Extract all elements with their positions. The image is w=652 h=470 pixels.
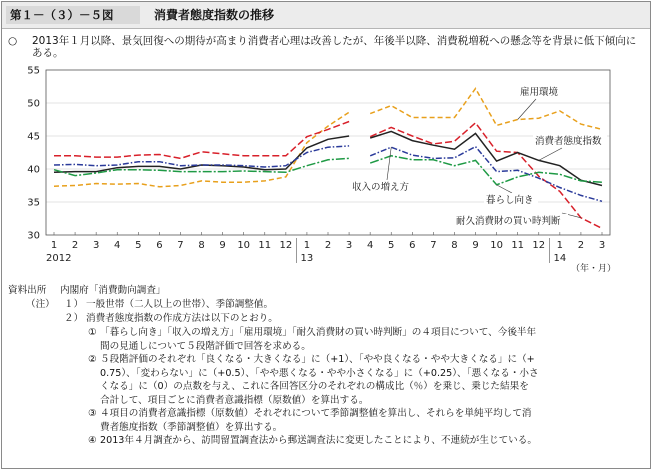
chart-series (54, 88, 602, 228)
leader-line (539, 148, 562, 160)
x-tick-label: 3 (598, 240, 606, 251)
x-tick-label: 3 (345, 240, 353, 251)
x-tick-label: 1 (303, 240, 311, 251)
x-tick-label: 12 (532, 240, 546, 251)
note-number: １） (64, 299, 84, 310)
sub-note-number: ① (88, 327, 97, 338)
sub-note-line: 合計して、項目ごとに消費者意識指標（原数値）を算出する。 (100, 394, 369, 406)
x-tick-label: 8 (451, 240, 458, 251)
sub-note-line: 0.75）、「変わらない」に（+0.5）、「やや悪くなる・やや小さくなる」に（+0.25）、「悪くなる・小さ (100, 367, 539, 379)
series-label: 雇用環境 (520, 87, 559, 98)
sub-note-number: ③ (88, 408, 97, 419)
y-tick-label: 45 (27, 131, 40, 143)
x-tick-label: 12 (279, 240, 293, 251)
x-tick-label: 10 (237, 240, 251, 251)
x-tick-label: 1 (50, 240, 58, 251)
y-tick-label: 30 (27, 230, 40, 242)
source-label: 資料出所 (8, 285, 47, 296)
sub-note-line: 2013年４月調査から、訪問留置調査法から郵送調査法に変更したことにより、不連続が生じている。 (100, 435, 537, 446)
sub-note-line: くなる」に（0）の点数を与え、これに各回答区分のそれぞれの構成比（％）を乗じ、乗じた結果を (100, 381, 529, 392)
note-number: ２） (64, 313, 84, 324)
sub-note-number: ④ (88, 435, 97, 446)
series-line (54, 158, 349, 175)
figure-title: 消費者態度指数の推移 (154, 8, 275, 22)
year-label: 2012 (46, 253, 72, 264)
series-line (370, 89, 602, 130)
series-label: 耐久消費財の買い時判断 (456, 216, 561, 227)
y-tick-label: 35 (27, 197, 40, 209)
sub-note-line: ５段階評価のそれぞれ「良くなる・大きくなる」に（+1）、「やや良くなる・やや大きくなる」に（+ (100, 354, 535, 365)
sub-note-line: 間の見通しについて５段階評価で回答を求める。 (100, 340, 311, 352)
x-tick-label: 3 (92, 240, 100, 251)
series-label: 収入の増え方 (352, 182, 410, 193)
x-tick-label: 9 (219, 240, 226, 251)
x-tick-label: 7 (430, 240, 437, 251)
year-label: 13 (300, 253, 314, 264)
x-tick-label: 2 (324, 240, 332, 251)
summary (8, 35, 644, 59)
x-tick-label: 9 (472, 240, 479, 251)
figure-number: 第１－（３）－５図 (6, 6, 140, 24)
figure-frame (1, 1, 651, 469)
leader-line (497, 185, 512, 193)
sub-note-number: ② (88, 354, 97, 365)
summary-text: 2013年１月以降、景気回復への期待が高まり消費者心理は改善したが、年後半以降、消費税増税への懸念等を背景に低下傾向にある。 (32, 35, 637, 59)
series-label: 消費者態度指数 (535, 136, 602, 147)
chart-grid (46, 103, 610, 202)
x-tick-label: 4 (366, 240, 374, 251)
x-tick-label: 6 (409, 240, 416, 251)
summary-mark: ○ (8, 35, 18, 47)
sub-notes (8, 326, 648, 448)
x-tick-label: 2 (577, 240, 585, 251)
x-tick-label: 1 (556, 240, 564, 251)
leader-line (518, 99, 536, 120)
note-text: 消費者態度指数の作成方法は以下のとおり。 (86, 313, 278, 324)
x-tick-label: 11 (511, 240, 525, 251)
sub-note-line: 費者態度指数（季節調整値）を算出する。 (100, 421, 283, 433)
x-tick-label: 2 (71, 240, 79, 251)
sub-note-line: ４項目の消費者意識指標（原数値）それぞれについて季節調整値を算出し、それらを単純平均して消 (100, 408, 532, 419)
notes (8, 284, 648, 448)
series-line (54, 122, 349, 159)
y-tick-label: 40 (27, 164, 40, 176)
x-tick-label: 6 (156, 240, 163, 251)
x-tick-label: 7 (177, 240, 184, 251)
sub-note-line: 「暮らし向き」「収入の増え方」「雇用環境」「耐久消費財の買い時判断」の４項目について、今後半年 (100, 327, 537, 338)
y-tick-label: 50 (27, 98, 40, 110)
x-tick-label: 8 (198, 240, 205, 251)
leader-line (387, 147, 391, 180)
x-tick-label: 11 (258, 240, 272, 251)
note-label: （注） (26, 299, 55, 310)
x-tick-label: 10 (490, 240, 503, 251)
x-tick-label: 5 (135, 240, 142, 251)
x-tick-label: 4 (114, 240, 121, 251)
x-unit-label: （年・月） (570, 264, 616, 274)
y-tick-label: 55 (27, 65, 40, 77)
x-tick-label: 5 (388, 240, 395, 251)
figure-header (2, 2, 650, 29)
line-chart (2, 60, 650, 282)
source-text: 内閣府「消費動向調査」 (60, 285, 166, 296)
note-text: 一般世帯（二人以上の世帯）、季節調整値。 (86, 299, 274, 310)
year-label: 14 (553, 253, 567, 264)
series-label: 暮らし向き (486, 195, 534, 206)
